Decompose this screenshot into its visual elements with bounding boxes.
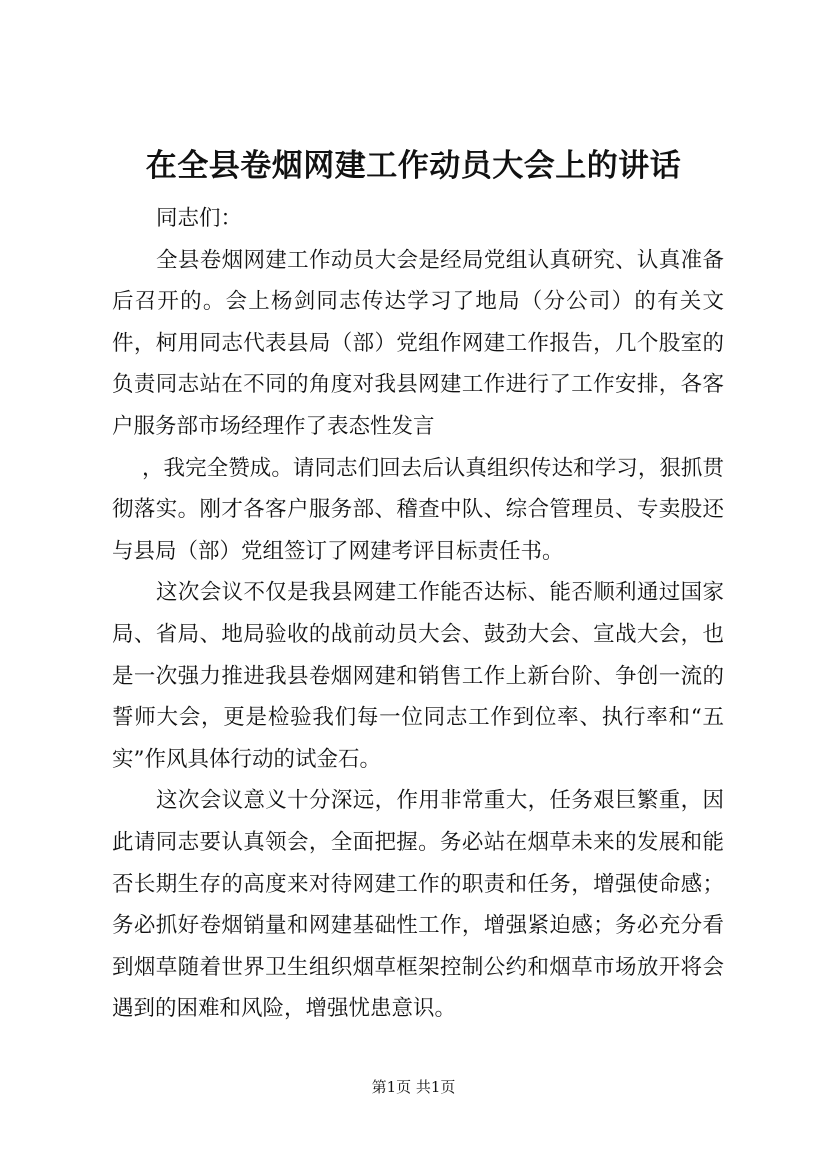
document-body [112, 198, 724, 1030]
document-title: 在全县卷烟网建工作动员大会上的讲话 [145, 148, 682, 184]
paragraph-2: ，我完全赞成。请同志们回去后认真组织传达和学习，狠抓贯彻落实。刚才各客户服务部、稽查中队、综合管理员、专卖股还与县局（部）党组签订了网建考评目标责任书。 [112, 455, 724, 564]
paragraph-4: 这次会议意义十分深远，作用非常重大，任务艰巨繁重，因此请同志要认真领会，全面把握。务必站在烟草未来的发展和能否长期生存的高度来对待网建工作的职责和任务，增强使命感；务必抓好卷烟销量和网建基础性工作，增强紧迫感；务必充分看到烟草随着世界卫生组织烟草框架控制公约和烟草市场放开将会遇到的困难和风险，增强忧患意识。 [112, 788, 724, 1022]
paragraph-1: 全县卷烟网建工作动员大会是经局党组认真研究、认真准备后召开的。会上杨剑同志传达学习了地局（分公司）的有关文件，柯用同志代表县局（部）党组作网建工作报告，几个股室的负责同志站在不同的角度对我县网建工作进行了工作安排，各客户服务部市场经理作了表态性发言 [112, 247, 724, 439]
page-footer: 第1页 共1页 [371, 1078, 456, 1096]
salutation: 同志们： [156, 206, 243, 231]
paragraph-3: 这次会议不仅是我县网建工作能否达标、能否顺利通过国家局、省局、地局验收的战前动员大会、鼓劲大会、宣战大会，也是一次强力推进我县卷烟网建和销售工作上新台阶、争创一流的誓师大会，更是检验我们每一位同志工作到位率、执行率和“五实”作风具体行动的试金石。 [112, 580, 724, 772]
